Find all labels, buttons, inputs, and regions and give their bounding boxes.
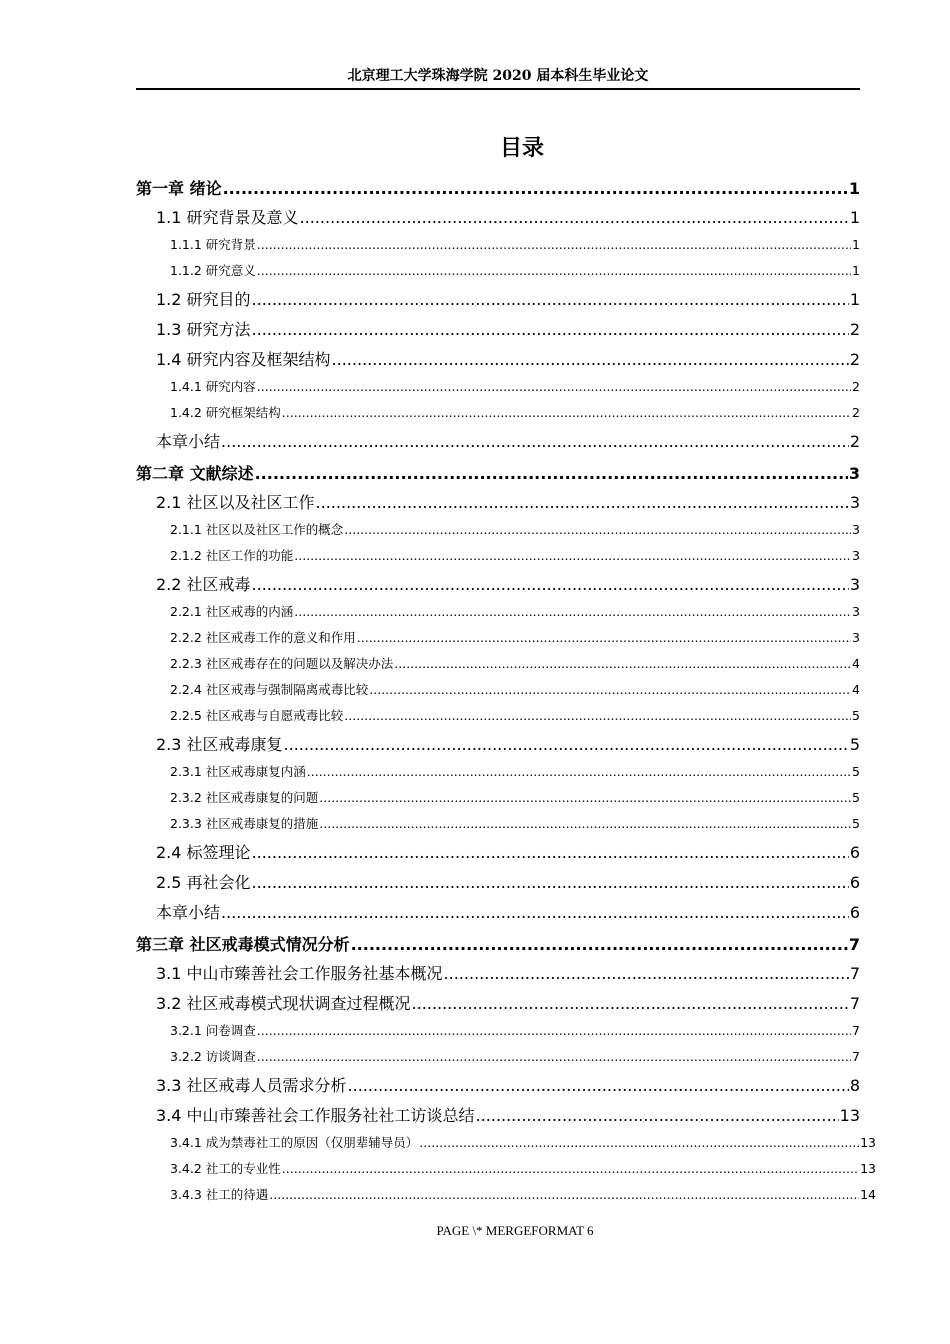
toc-leader-dots [257, 237, 851, 252]
toc-leader-dots [348, 1076, 849, 1095]
toc-entry-page: 1 [848, 179, 860, 198]
table-of-contents [136, 174, 876, 1211]
toc-entry-page: 5 [852, 790, 860, 805]
toc-entry-label: 3.2.2 访谈调查 [170, 1049, 256, 1064]
toc-entry[interactable] [136, 602, 860, 628]
toc-entry[interactable] [136, 174, 860, 205]
toc-entry-page: 2 [852, 405, 860, 420]
toc-entry[interactable] [136, 403, 860, 429]
toc-entry[interactable] [136, 1185, 876, 1211]
toc-entry[interactable] [136, 490, 860, 520]
toc-entry-label: 3.2 社区戒毒模式现状调查过程概况 [156, 994, 411, 1013]
toc-leader-dots [332, 350, 849, 369]
toc-leader-dots [252, 290, 849, 309]
toc-entry-page: 2 [849, 320, 860, 339]
toc-entry-label: 2.1.2 社区工作的功能 [170, 548, 294, 563]
toc-leader-dots [252, 873, 849, 892]
toc-leader-dots [252, 320, 849, 339]
header-rule [136, 88, 860, 90]
toc-leader-dots [394, 656, 851, 671]
toc-leader-dots [221, 903, 849, 922]
toc-entry-page: 7 [852, 1049, 860, 1064]
toc-entry-label: 第一章 绪论 [136, 179, 222, 198]
toc-entry[interactable] [136, 429, 860, 459]
toc-entry-label: 2.3.1 社区戒毒康复内涵 [170, 764, 306, 779]
toc-entry-page: 3 [852, 522, 860, 537]
toc-entry-label: 2.2.3 社区戒毒存在的问题以及解决办法 [170, 656, 394, 671]
toc-entry[interactable] [136, 991, 860, 1021]
toc-leader-dots [444, 964, 849, 983]
page-footer: PAGE \* MERGEFORMAT 6 [436, 1223, 594, 1238]
toc-entry-page: 3 [849, 575, 860, 594]
toc-entry-page: 6 [849, 873, 860, 892]
toc-entry-page: 3 [852, 548, 860, 563]
toc-entry[interactable] [136, 961, 860, 991]
toc-leader-dots [294, 604, 851, 619]
toc-entry-label: 2.1 社区以及社区工作 [156, 493, 315, 512]
toc-entry-page: 5 [852, 816, 860, 831]
toc-entry[interactable] [136, 520, 860, 546]
toc-entry[interactable] [136, 1159, 876, 1185]
toc-entry-page: 1 [849, 208, 860, 227]
toc-entry[interactable] [136, 459, 860, 490]
toc-entry-page: 2 [852, 379, 860, 394]
toc-entry[interactable] [136, 317, 860, 347]
toc-entry[interactable] [136, 680, 860, 706]
toc-entry-label: 2.2.1 社区戒毒的内涵 [170, 604, 294, 619]
toc-entry-page: 3 [852, 604, 860, 619]
toc-entry-page: 3 [852, 630, 860, 645]
toc-entry-label: 第二章 文献综述 [136, 464, 254, 483]
toc-entry-label: 2.4 标签理论 [156, 843, 251, 862]
toc-entry-page: 5 [852, 708, 860, 723]
toc-entry[interactable] [136, 235, 860, 261]
toc-entry-label: 2.3.3 社区戒毒康复的措施 [170, 816, 319, 831]
toc-entry-label: 2.1.1 社区以及社区工作的概念 [170, 522, 344, 537]
toc-leader-dots [252, 575, 849, 594]
toc-entry-label: 本章小结 [156, 432, 221, 451]
toc-entry[interactable] [136, 347, 860, 377]
toc-leader-dots [269, 1187, 859, 1202]
toc-title: 目录 [499, 135, 544, 161]
toc-entry-page: 7 [849, 994, 860, 1013]
toc-leader-dots [316, 493, 849, 512]
toc-entry[interactable] [136, 1047, 860, 1073]
toc-entry[interactable] [136, 930, 860, 961]
toc-entry[interactable] [136, 261, 860, 287]
toc-leader-dots [284, 735, 849, 754]
toc-entry-label: 3.4.2 社工的专业性 [170, 1161, 281, 1176]
toc-entry-page: 13 [839, 1106, 860, 1125]
toc-leader-dots [476, 1106, 839, 1125]
toc-entry[interactable] [136, 762, 860, 788]
toc-entry-label: 3.3 社区戒毒人员需求分析 [156, 1076, 347, 1095]
toc-leader-dots [300, 208, 849, 227]
toc-entry[interactable] [136, 287, 860, 317]
toc-entry[interactable] [136, 377, 860, 403]
toc-entry-label: 1.4.1 研究内容 [170, 379, 256, 394]
toc-leader-dots [282, 1161, 859, 1176]
toc-entry-page: 4 [852, 682, 860, 697]
toc-leader-dots [252, 843, 849, 862]
toc-entry-page: 5 [852, 764, 860, 779]
toc-entry-page: 1 [852, 263, 860, 278]
toc-entry[interactable] [136, 900, 860, 930]
toc-entry-label: 3.1 中山市臻善社会工作服务社基本概况 [156, 964, 443, 983]
toc-entry-label: 2.2.4 社区戒毒与强制隔离戒毒比较 [170, 682, 369, 697]
toc-entry-label: 1.1.1 研究背景 [170, 237, 256, 252]
toc-entry-page: 4 [852, 656, 860, 671]
toc-entry-label: 2.2 社区戒毒 [156, 575, 251, 594]
toc-entry-page: 13 [860, 1161, 876, 1176]
toc-entry[interactable] [136, 1073, 860, 1103]
toc-entry-page: 14 [860, 1187, 876, 1202]
toc-leader-dots [223, 179, 848, 198]
toc-entry-page: 2 [849, 350, 860, 369]
toc-entry[interactable] [136, 814, 860, 840]
toc-entry-label: 3.4 中山市臻善社会工作服务社社工访谈总结 [156, 1106, 475, 1125]
toc-entry[interactable] [136, 546, 860, 572]
toc-entry[interactable] [136, 1133, 876, 1159]
toc-leader-dots [255, 464, 848, 483]
toc-entry-page: 7 [852, 1023, 860, 1038]
toc-entry-page: 5 [849, 735, 860, 754]
toc-leader-dots [257, 379, 851, 394]
toc-entry[interactable] [136, 788, 860, 814]
toc-entry-label: 1.4 研究内容及框架结构 [156, 350, 331, 369]
toc-entry-page: 2 [849, 432, 860, 451]
toc-entry[interactable] [136, 870, 860, 900]
toc-entry[interactable] [136, 654, 860, 680]
toc-entry-page: 6 [849, 903, 860, 922]
toc-entry[interactable] [136, 840, 860, 870]
toc-leader-dots [319, 816, 851, 831]
toc-entry-label: 1.2 研究目的 [156, 290, 251, 309]
page-header: 北京理工大学珠海学院 2020 届本科生毕业论文 [347, 68, 649, 84]
toc-entry-label: 2.3 社区戒毒康复 [156, 735, 283, 754]
toc-entry[interactable] [136, 205, 860, 235]
toc-entry[interactable] [136, 572, 860, 602]
toc-leader-dots [257, 263, 851, 278]
toc-leader-dots [282, 405, 851, 420]
toc-leader-dots [257, 1049, 851, 1064]
toc-entry-label: 2.5 再社会化 [156, 873, 251, 892]
toc-entry-label: 2.3.2 社区戒毒康复的问题 [170, 790, 319, 805]
toc-leader-dots [257, 1023, 851, 1038]
toc-entry-label: 3.2.1 问卷调查 [170, 1023, 256, 1038]
toc-entry[interactable] [136, 706, 860, 732]
toc-entry[interactable] [136, 628, 860, 654]
toc-entry-page: 8 [849, 1076, 860, 1095]
toc-entry-page: 13 [860, 1135, 876, 1150]
toc-entry-label: 本章小结 [156, 903, 221, 922]
toc-entry-page: 3 [848, 464, 860, 483]
toc-leader-dots [344, 708, 851, 723]
toc-entry-label: 1.4.2 研究框架结构 [170, 405, 281, 420]
toc-entry-label: 1.1 研究背景及意义 [156, 208, 299, 227]
toc-entry-label: 1.3 研究方法 [156, 320, 251, 339]
toc-leader-dots [307, 764, 851, 779]
toc-leader-dots [344, 522, 851, 537]
toc-leader-dots [412, 994, 849, 1013]
toc-entry-label: 2.2.2 社区戒毒工作的意义和作用 [170, 630, 356, 645]
toc-entry-page: 7 [849, 964, 860, 983]
toc-entry[interactable] [136, 1021, 860, 1047]
toc-entry-page: 3 [849, 493, 860, 512]
toc-entry-label: 3.4.1 成为禁毒社工的原因（仅朋辈辅导员） [170, 1135, 419, 1150]
toc-entry[interactable] [136, 1103, 860, 1133]
toc-leader-dots [357, 630, 851, 645]
toc-leader-dots [221, 432, 849, 451]
toc-entry-page: 1 [852, 237, 860, 252]
toc-entry-page: 7 [848, 935, 860, 954]
toc-leader-dots [419, 1135, 859, 1150]
toc-leader-dots [369, 682, 851, 697]
toc-entry-label: 3.4.3 社工的待遇 [170, 1187, 269, 1202]
toc-entry-page: 6 [849, 843, 860, 862]
toc-entry-label: 2.2.5 社区戒毒与自愿戒毒比较 [170, 708, 344, 723]
toc-leader-dots [294, 548, 851, 563]
toc-entry-page: 1 [849, 290, 860, 309]
toc-entry-label: 第三章 社区戒毒模式情况分析 [136, 935, 350, 954]
toc-entry-label: 1.1.2 研究意义 [170, 263, 256, 278]
toc-entry[interactable] [136, 732, 860, 762]
toc-leader-dots [351, 935, 848, 954]
toc-leader-dots [319, 790, 851, 805]
